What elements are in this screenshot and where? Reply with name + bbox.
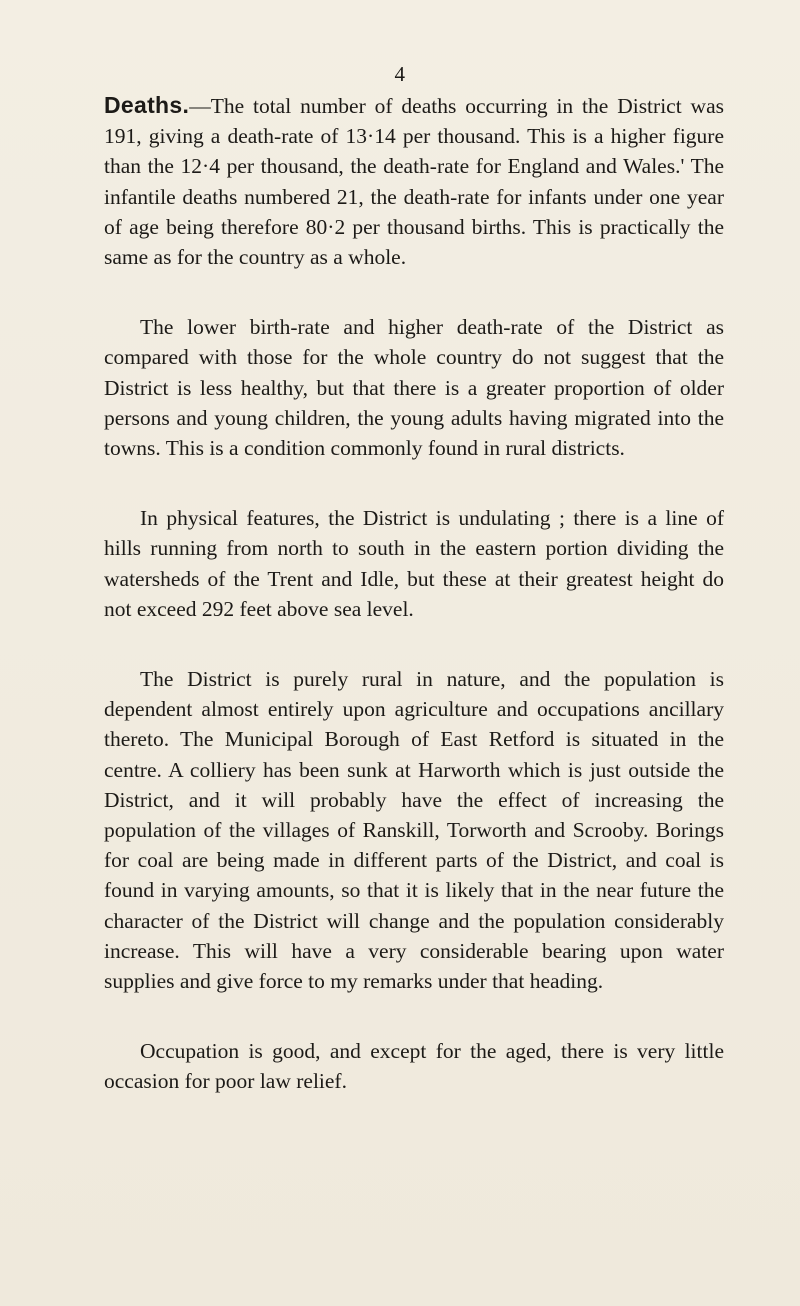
page-number: 4 — [394, 62, 406, 86]
paragraph-deaths — [104, 90, 724, 272]
body-text — [104, 90, 724, 1137]
paragraph-birth-death-comparison: The lower birth-rate and higher death-rate of the District as compared with those for the whole country do not suggest that the District is less healthy, but that there is a greater proportion of older persons and young children, the young adults having migrated into the towns. This is a condition commonly found in rural districts. — [104, 315, 724, 461]
paragraph-physical-features: In physical features, the District is undulating ; there is a line of hills running from north to south in the eastern portion dividing the watersheds of the Trent and Idle, but these at their greatest height do not exceed 292 feet above sea level. — [104, 506, 724, 621]
paragraph-rural-nature: The District is purely rural in nature, and the population is dependent almost entirely upon agriculture and occupations ancillary thereto. The Municipal Borough of East Retford is situated in the centre. A colliery has been sunk at Harworth which is just outside the District, and it will probably have the effect of increasing the population of the villages of Ranskill, Torworth and Scrooby. Borings for coal are being made in different parts of the District, and coal is found in varying amounts, so that it is likely that in the near future the character of the District will change and the population considerably increase. This will have a very considerable bearing upon water supplies and give force to my remarks under that heading. — [104, 667, 724, 994]
section-heading-deaths: Deaths. — [104, 92, 190, 118]
paragraph-occupation: Occupation is good, and except for the aged, there is very little occasion for poor law relief. — [104, 1039, 724, 1094]
paragraph-deaths-text: —The total number of deaths occurring in the District was 191, giving a death-rate of 13·14 per thousand. This is a higher figure than the 12·4 per thousand, the death-rate for England and Wales.' The infantile deaths numbered 21, the death-rate for infants under one year of age being therefore 80·2 per thousand births. This is practically the same as for the country as a whole. — [104, 94, 724, 270]
